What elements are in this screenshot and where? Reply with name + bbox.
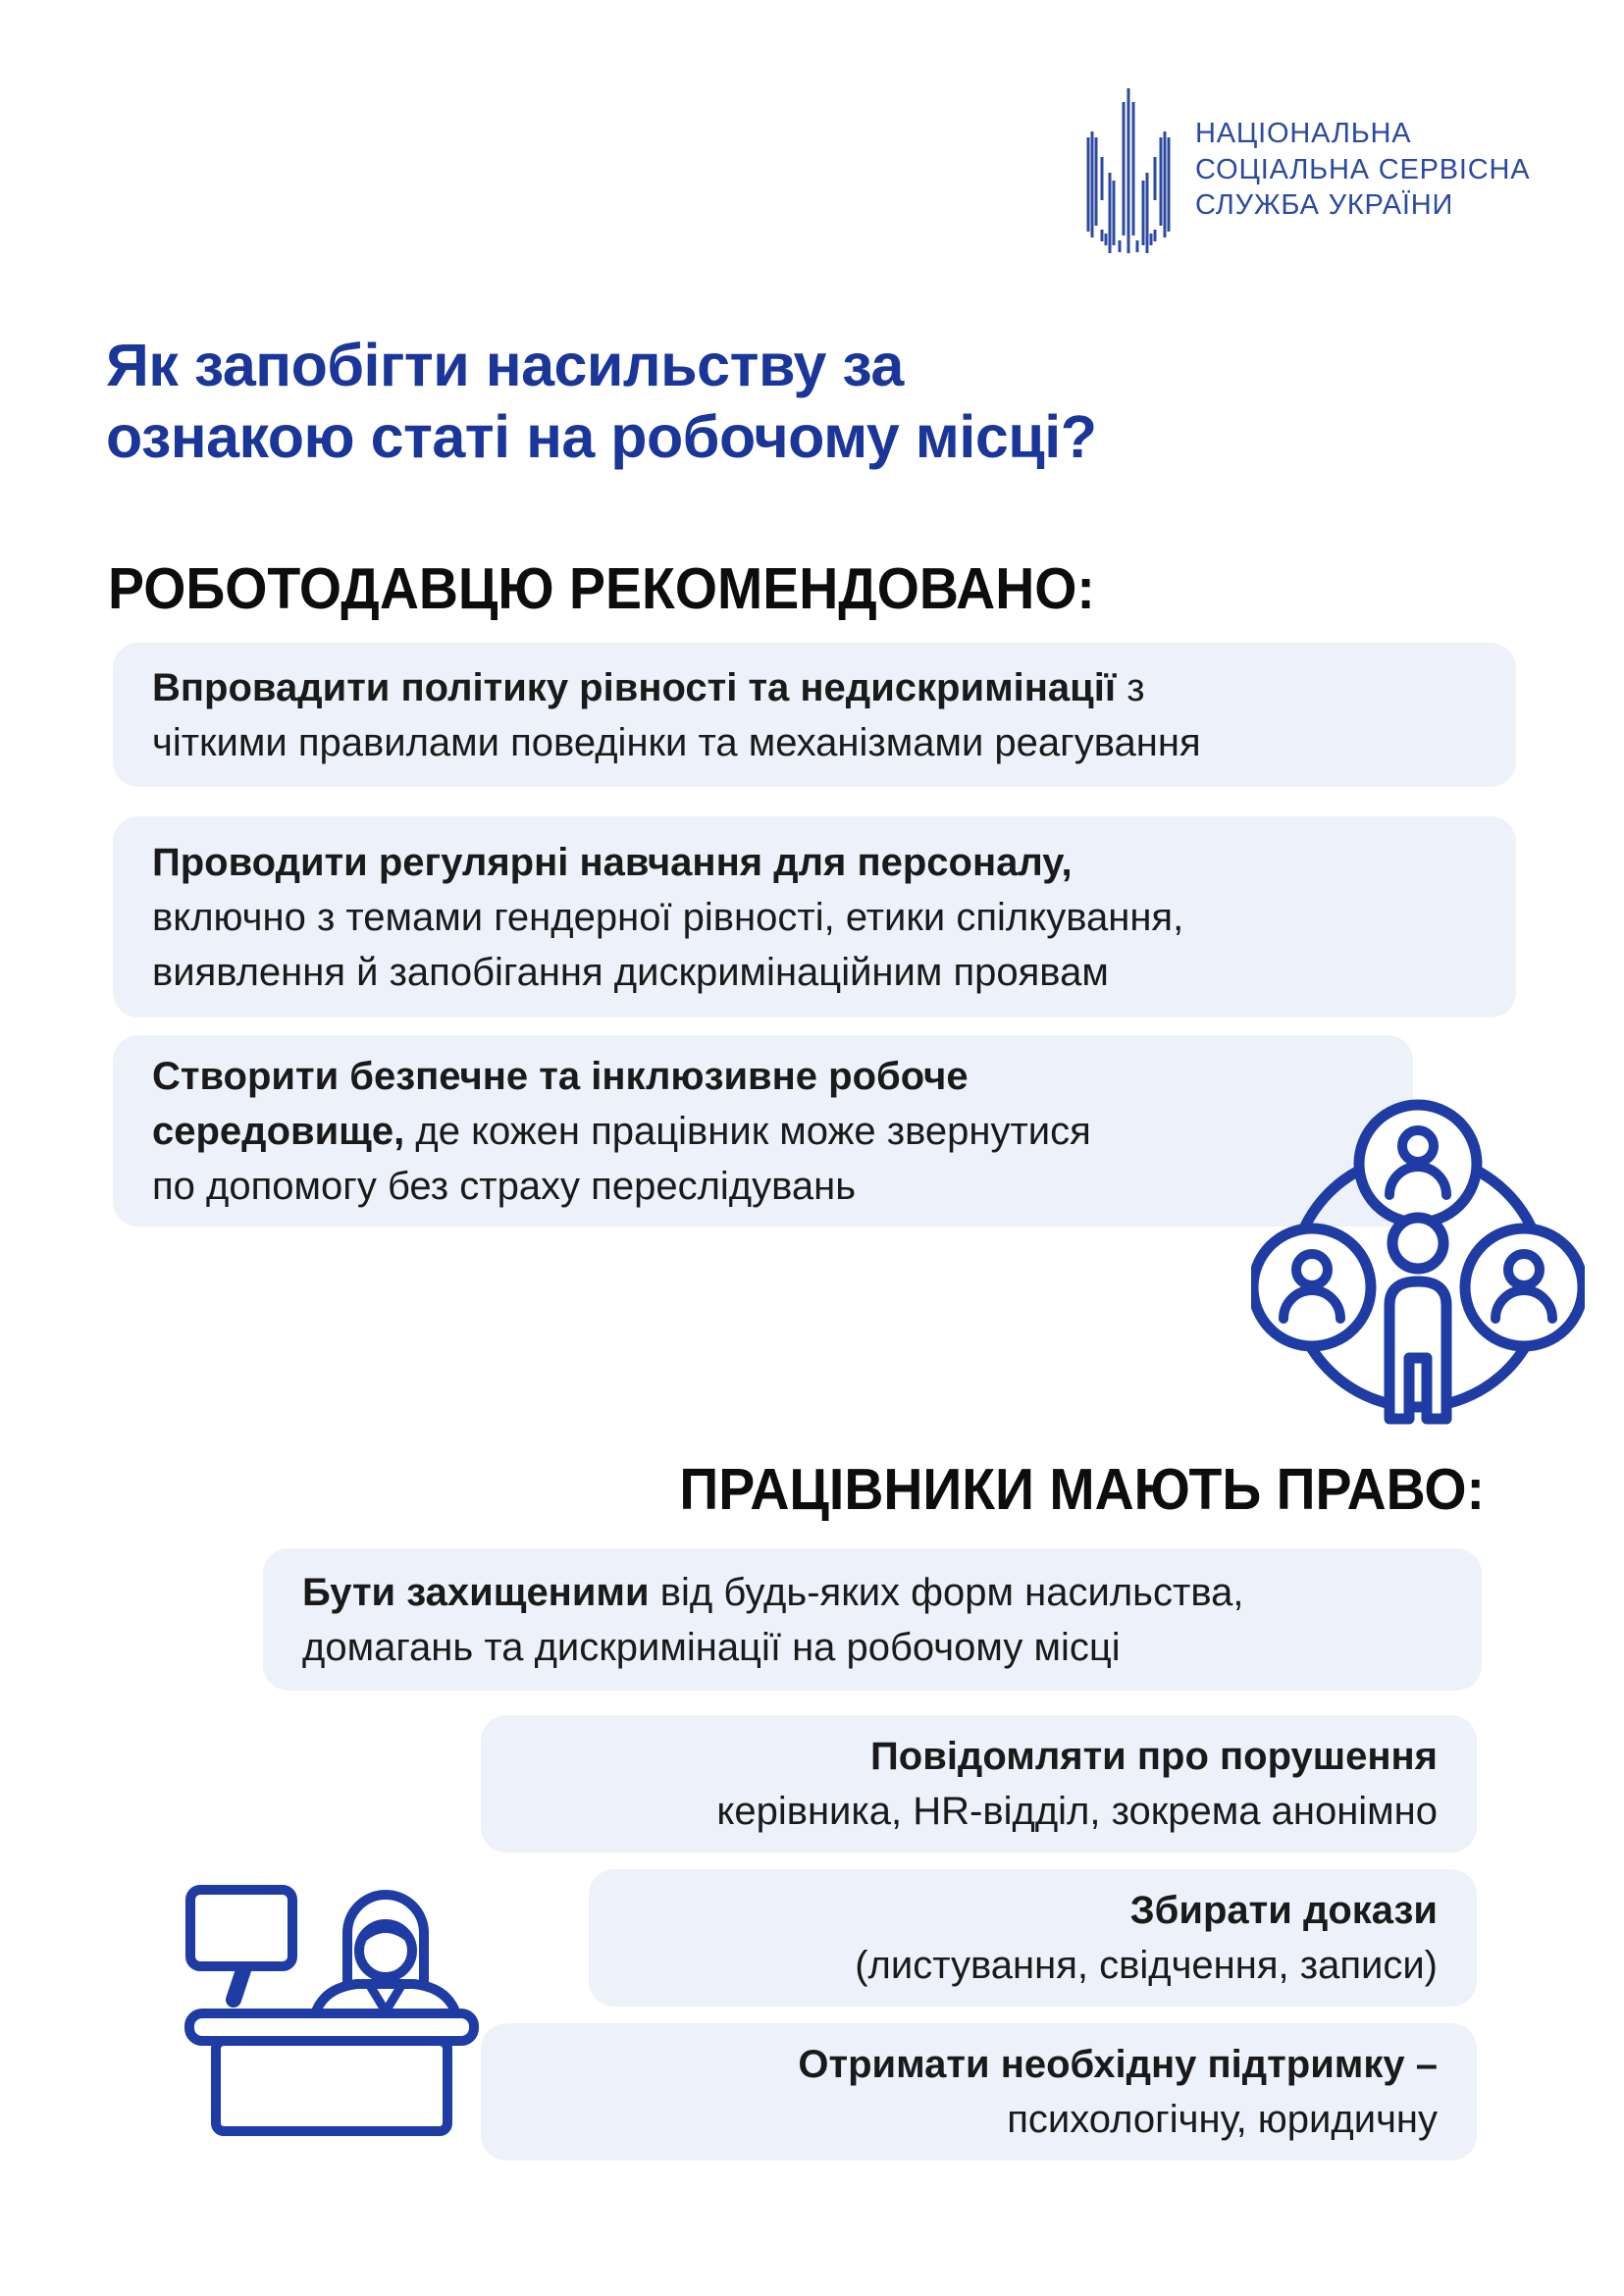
card-line: (листування, свідчення, записи)	[855, 1944, 1438, 1987]
card-line: Повідомляти про порушення	[870, 1735, 1438, 1778]
right-card	[481, 1715, 1477, 1852]
org-name-line: НАЦІОНАЛЬНА	[1195, 118, 1412, 149]
card-line: психологічну, юридичну	[1007, 2098, 1438, 2141]
card-line: Впровадити політику рівності та недискримінації з	[152, 665, 1145, 709]
nssu-logo	[1079, 86, 1178, 261]
woman-at-desk-icon	[184, 1851, 479, 2137]
employees-section-heading: ПРАЦІВНИКИ МАЮТЬ ПРАВО:	[679, 1457, 1485, 1522]
card-line: чіткими правилами поведінки та механізмами реагування	[152, 720, 1201, 764]
card-line: Збирати докази	[1129, 1889, 1438, 1932]
card-line: виявлення й запобігання дискримінаційним проявам	[152, 950, 1109, 994]
card-line: керівника, HR-відділ, зокрема анонімно	[716, 1790, 1438, 1833]
page-title	[106, 330, 1097, 473]
card-line: Проводити регулярні навчання для персоналу,	[152, 840, 1073, 884]
employer-section-heading: РОБОТОДАВЦЮ РЕКОМЕНДОВАНО:	[108, 556, 1095, 621]
team-network-icon	[1251, 1091, 1585, 1433]
recommendation-card	[113, 816, 1516, 1018]
card-line: Отримати необхідну підтримку –	[798, 2043, 1438, 2086]
org-name-line: СЛУЖБА УКРАЇНИ	[1195, 189, 1454, 222]
card-line: Бути захищеними від будь-яких форм насильства,	[302, 1570, 1244, 1614]
card-line: по допомогу без страху переслідувань	[152, 1164, 857, 1208]
recommendation-card	[113, 1035, 1413, 1226]
card-line: середовище, де кожен працівник може звернутися	[152, 1109, 1091, 1153]
card-line: домагань та дискримінації на робочому місці	[302, 1625, 1121, 1669]
right-card	[263, 1548, 1482, 1691]
card-line: включно з темами гендерної рівності, етики спілкування,	[152, 895, 1184, 939]
page-title-line: Як запобігти насильству за	[106, 332, 904, 398]
right-card	[481, 2023, 1477, 2161]
org-name-line: СОЦІАЛЬНА СЕРВІСНА	[1195, 153, 1531, 185]
right-card	[589, 1869, 1477, 2007]
org-name	[1195, 116, 1530, 224]
page-title-line: ознакою статі на робочому місці?	[106, 403, 1097, 471]
recommendation-card	[113, 643, 1516, 787]
card-line: Створити безпечне та інклюзивне робоче	[152, 1054, 969, 1098]
trident-barcode-icon	[1079, 86, 1178, 261]
